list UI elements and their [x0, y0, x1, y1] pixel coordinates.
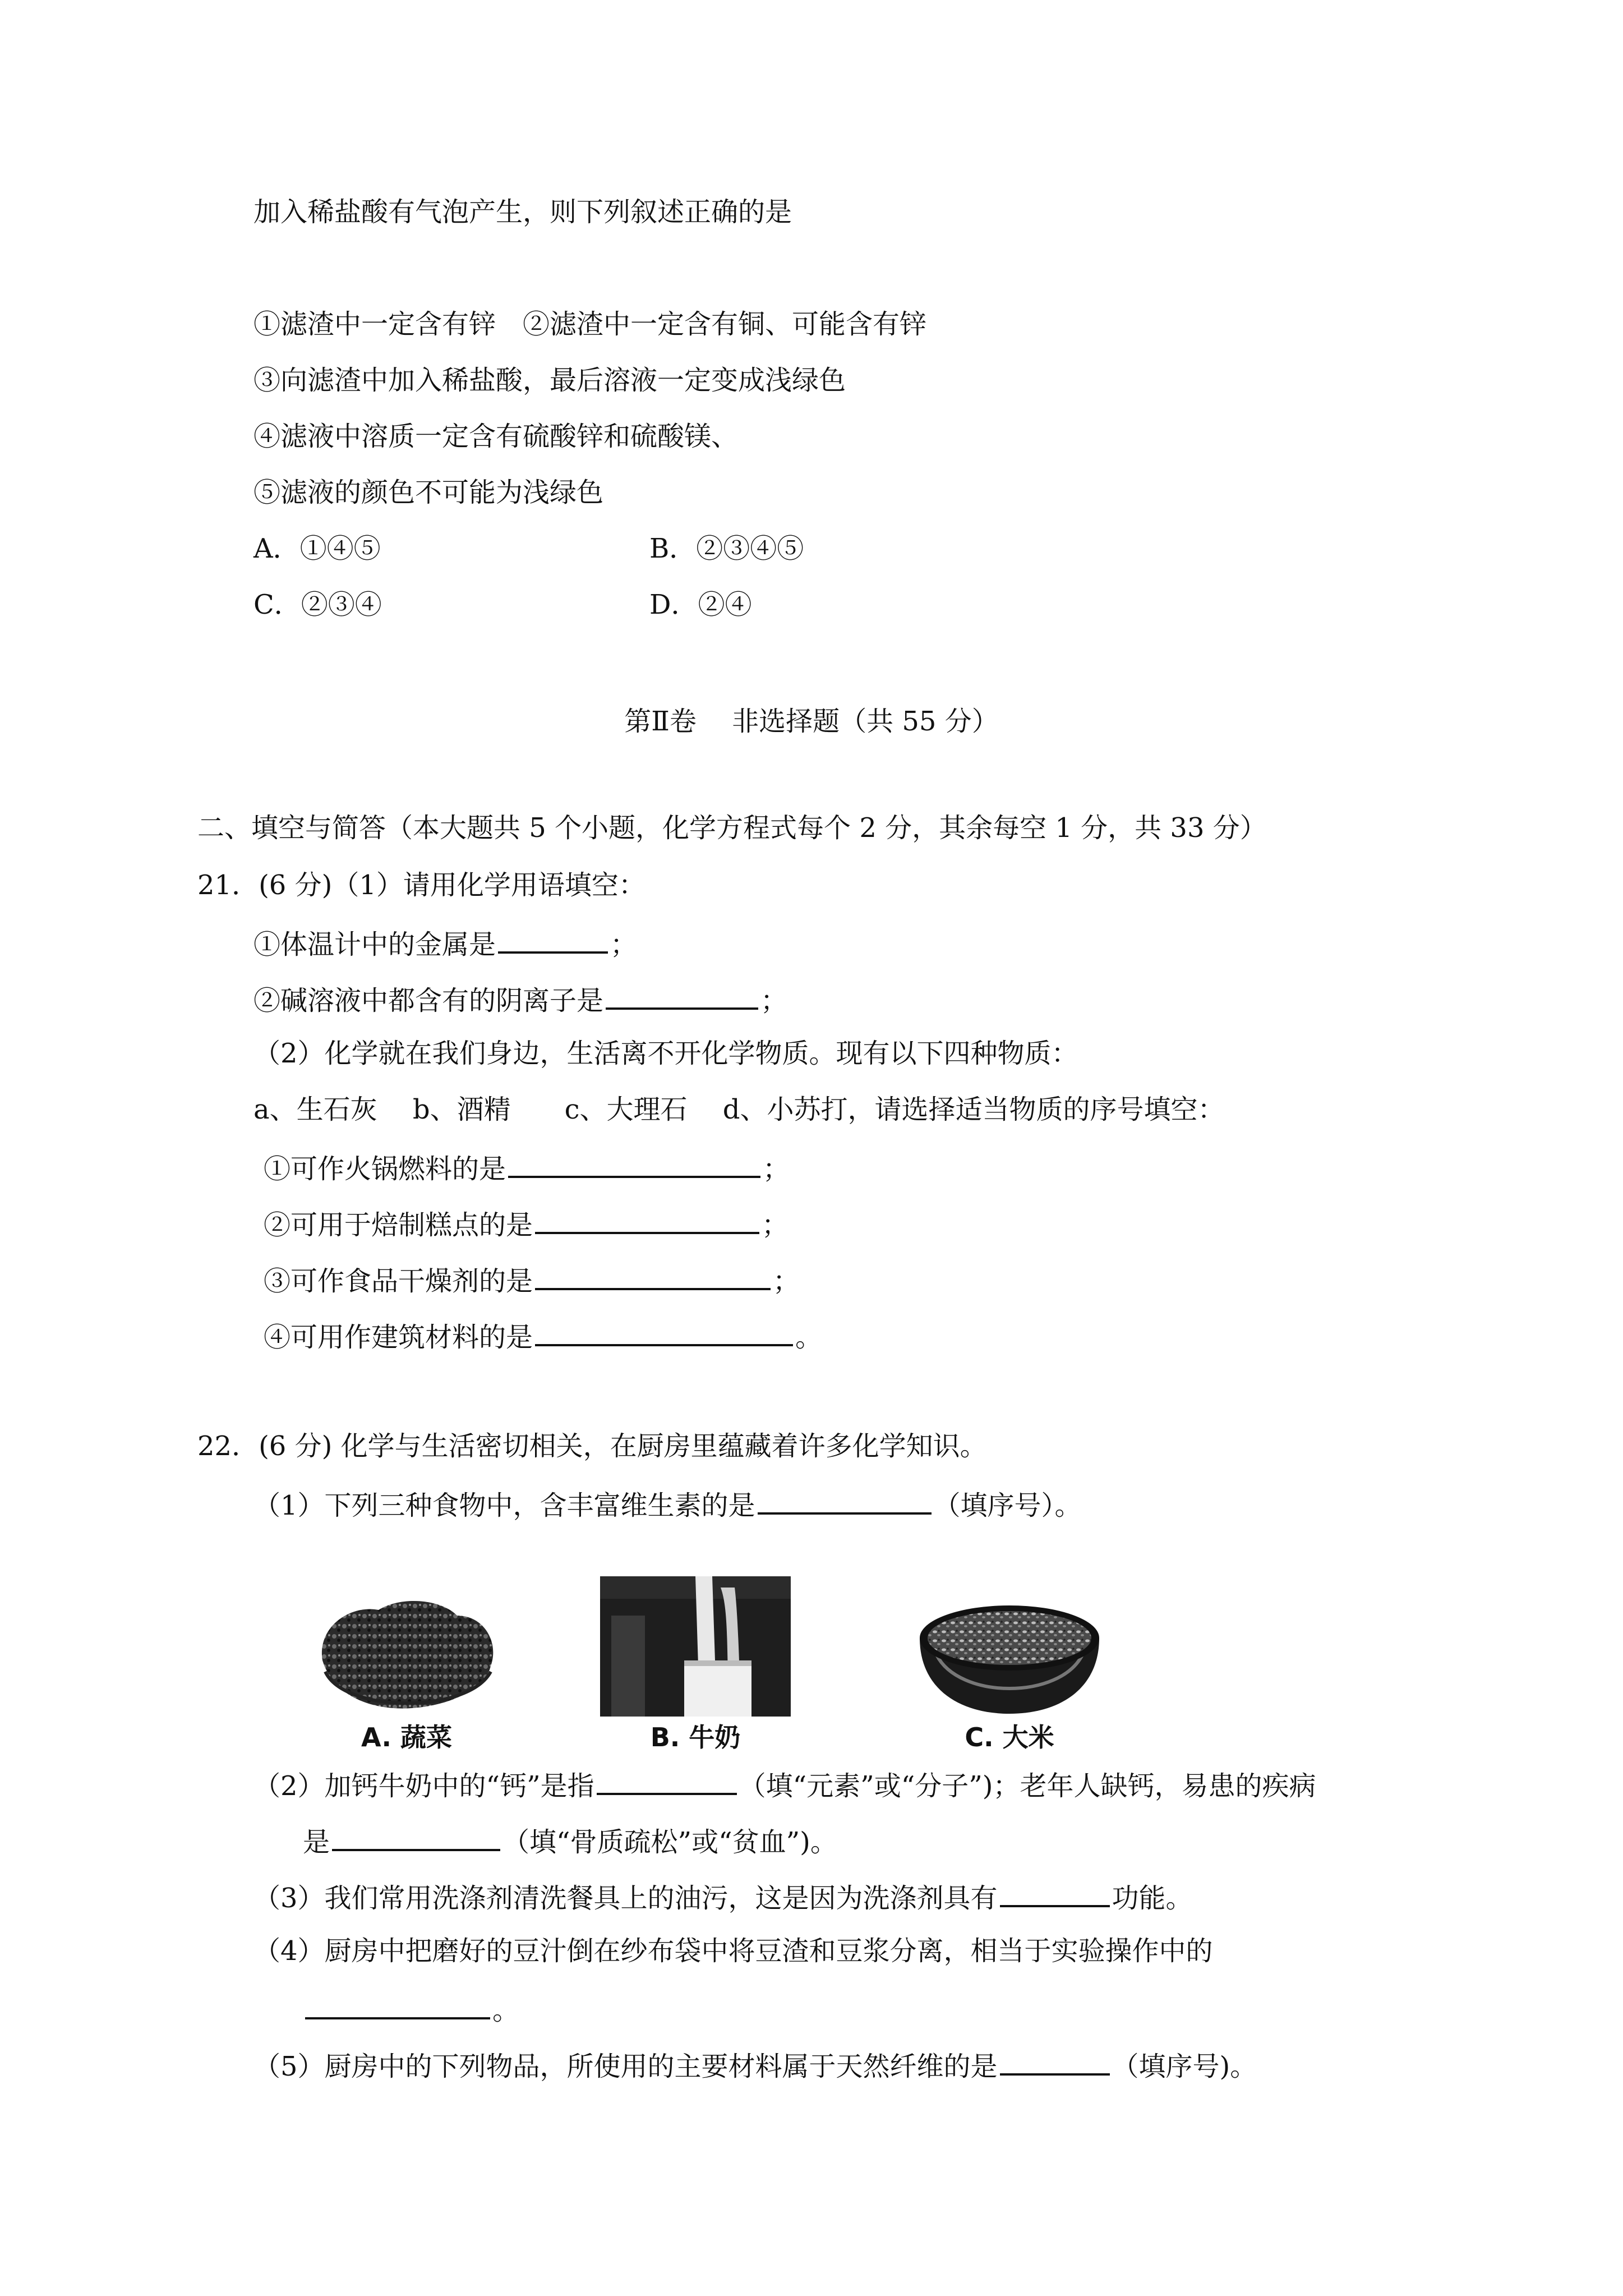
- q20-option-b: B．②③④⑤: [649, 533, 804, 564]
- answer-blank[interactable]: [305, 1991, 490, 2019]
- q20-statement-5: ⑤滤液的颜色不可能为浅绿色: [253, 477, 604, 508]
- answer-blank[interactable]: [535, 1262, 771, 1290]
- q21-item-1: ①体温计中的金属是 ；: [253, 926, 637, 961]
- answer-blank[interactable]: [1000, 2047, 1110, 2076]
- section-2-heading: 二、填空与简答（本大题共 5 个小题，化学方程式每个 2 分，其余每空 1 分，共 33 分）: [197, 812, 1267, 844]
- q21-fill-2: ②可用于焙制糕点的是 ；: [264, 1206, 789, 1242]
- q20-statement-1-2: ①滤渣中一定含有锌 ②滤渣中一定含有铜、可能含有锌: [253, 309, 927, 340]
- answer-blank[interactable]: [332, 1823, 500, 1851]
- q20-option-a: A．①④⑤: [253, 533, 381, 564]
- answer-blank[interactable]: [535, 1318, 793, 1346]
- q21-fill-4: ④可用作建筑材料的是 。: [264, 1318, 822, 1354]
- food-label-a: A. 蔬菜: [361, 1722, 452, 1752]
- q20-statement-4: ④滤液中溶质一定含有硫酸锌和硫酸镁、: [253, 421, 739, 452]
- q20-intro: 加入稀盐酸有气泡产生，则下列叙述正确的是: [253, 196, 792, 228]
- q22-stem: 22．(6 分) 化学与生活密切相关，在厨房里蕴藏着许多化学知识。: [197, 1430, 987, 1462]
- part-2-title: 第Ⅱ卷 非选择题（共 55 分）: [624, 706, 999, 737]
- q22-part-4: （4）厨房中把磨好的豆汁倒在纱布袋中将豆渣和豆浆分离，相当于实验操作中的: [253, 1935, 1213, 1967]
- q21-materials: a、生石灰 b、酒精 c、大理石 d、小苏打，请选择适当物质的序号填空：: [253, 1094, 1225, 1125]
- q21-fill-3: ③可作食品干燥剂的是 ；: [264, 1262, 800, 1298]
- answer-blank[interactable]: [606, 982, 758, 1010]
- q22-part-3: （3）我们常用洗涤剂清洗餐具上的油污，这是因为洗涤剂具有 功能。: [253, 1879, 1193, 1915]
- q20-option-c: C．②③④: [253, 589, 382, 620]
- q20-option-d: D．②④: [649, 589, 752, 620]
- q22-part-4-answer: 。: [303, 1991, 519, 2027]
- q20-statement-3: ③向滤渣中加入稀盐酸，最后溶液一定变成浅绿色: [253, 365, 846, 396]
- answer-blank[interactable]: [758, 1487, 932, 1515]
- q21-item-2: ②碱溶液中都含有的阴离子是 ；: [253, 982, 787, 1018]
- q21-part-2: （2）化学就在我们身边，生活离不开化学物质。现有以下四种物质：: [253, 1038, 1078, 1069]
- food-label-c: C. 大米: [965, 1722, 1054, 1752]
- food-label-b: B. 牛奶: [650, 1722, 741, 1752]
- q22-part-2a: （2）加钙牛奶中的“钙”是指 （填“元素”或“分子”)；老年人缺钙，易患的疾病: [253, 1767, 1316, 1803]
- rice-image: [914, 1593, 1105, 1717]
- q21-stem: 21．(6 分)（1）请用化学用语填空：: [197, 869, 645, 901]
- answer-blank[interactable]: [597, 1767, 737, 1795]
- q22-part-1: （1）下列三种食物中，含丰富维生素的是 （填序号）。: [253, 1487, 1082, 1522]
- answer-blank[interactable]: [498, 926, 608, 954]
- vegetables-image: [311, 1593, 502, 1717]
- q21-fill-1: ①可作火锅燃料的是 ；: [264, 1150, 790, 1186]
- q22-part-2b: 是 （填“骨质疏松”或“贫血”)。: [303, 1823, 837, 1859]
- answer-blank[interactable]: [508, 1150, 760, 1178]
- answer-blank[interactable]: [1000, 1879, 1110, 1907]
- answer-blank[interactable]: [535, 1206, 759, 1234]
- milk-image: [600, 1576, 791, 1717]
- q22-part-5: （5）厨房中的下列物品，所使用的主要材料属于天然纤维的是 （填序号)。: [253, 2047, 1257, 2083]
